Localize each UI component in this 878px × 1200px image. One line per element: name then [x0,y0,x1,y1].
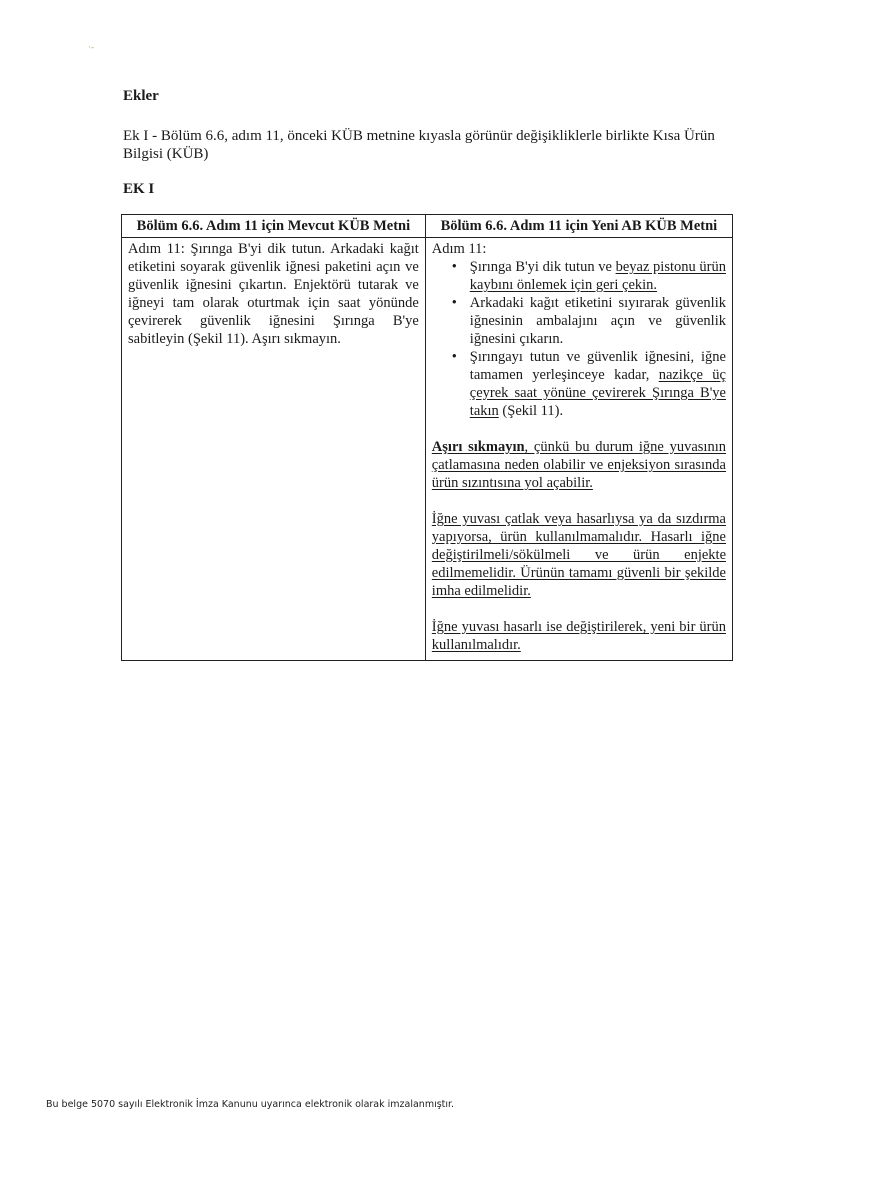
overtighten-warning-text: , çünkü bu durum iğne yuvasının çatlamasına neden olabilir ve enjeksiyon sırasında ürün sızıntısına yol açabilir. [431,439,726,491]
annex-heading: Ekler [123,88,159,104]
e-signature-footer: Bu belge 5070 sayılı Elektronik İmza Kanunu uyarınca elektronik olarak imzalanmıştır. [46,1099,455,1110]
bullet-3-text: Şırıngayı tutun ve güvenlik iğnesini, iğne tamamen yerleşinceye kadar, [469,349,726,383]
annex-1-heading: EK I [123,181,155,197]
bullet-3-underlined-text: nazikçe üç çeyrek saat yönüne çevirerek Şırınga B'ye takın [469,367,726,419]
table-row [122,238,733,661]
new-text-header: Bölüm 6.6. Adım 11 için Yeni AB KÜB Metni [425,215,732,238]
new-step-list [432,258,726,420]
list-item [451,348,726,420]
bullet-icon: • [451,259,457,275]
bullet-icon: • [451,295,457,311]
overtighten-warning-bold: Aşırı sıkmayın [431,439,525,455]
table-header-row [122,215,733,238]
bullet-1-text: Şırınga B'yi dik tutun ve [469,259,616,275]
bullet-3-end-text: (Şekil 11). [498,403,564,419]
bullet-icon: • [451,349,457,365]
list-item [451,294,726,348]
current-text-header: Bölüm 6.6. Adım 11 için Mevcut KÜB Metni [122,215,426,238]
new-step-label: Adım 11: [431,241,487,257]
current-text-cell [122,238,426,661]
damaged-hub-paragraph: İğne yuvası hasarlı ise değiştirilerek, yeni bir ürün kullanılmalıdır. [431,619,726,653]
cracked-hub-paragraph: İğne yuvası çatlak veya hasarlıysa ya da sızdırma yapıyorsa, ürün kullanılmamalıdır. Hasarlı iğne değiştirilmeli/sökülmeli ve ürün enjekte edilmemelidir. Ürünün tamamı güvenli bir şekilde imha edilmelidir. [431,511,726,599]
bullet-1-underlined-text: beyaz pistonu ürün kaybını önlemek için geri çekin. [469,259,726,293]
bullet-2-text: Arkadaki kağıt etiketini sıyırarak güvenlik iğnesinin ambalajını açın ve güvenlik iğnesini çıkarın. [469,295,726,347]
current-step-text: Adım 11: Şırınga B'yi dik tutun. Arkadaki kağıt etiketini soyarak güvenlik iğnesi paketini açın ve güvenlik iğnesini çıkartın. Enjektörü tutarak ve iğneyi tam olarak oturtmak için saat yönünde çevirerek güvenlik iğnesini Şırınga B'ye sabitleyin (Şekil 11). Aşırı sıkmayın. [128,241,419,347]
overtighten-warning-paragraph [432,438,726,492]
annex-intro-text: Ek I - Bölüm 6.6, adım 11, önceki KÜB metnine kıyasla görünür değişikliklerle birlikte Kısa Ürün Bilgisi (KÜB) [123,128,715,162]
comparison-table [121,214,733,661]
list-item [451,258,726,294]
new-text-cell [425,238,732,661]
scan-mark: ·- [88,42,94,52]
